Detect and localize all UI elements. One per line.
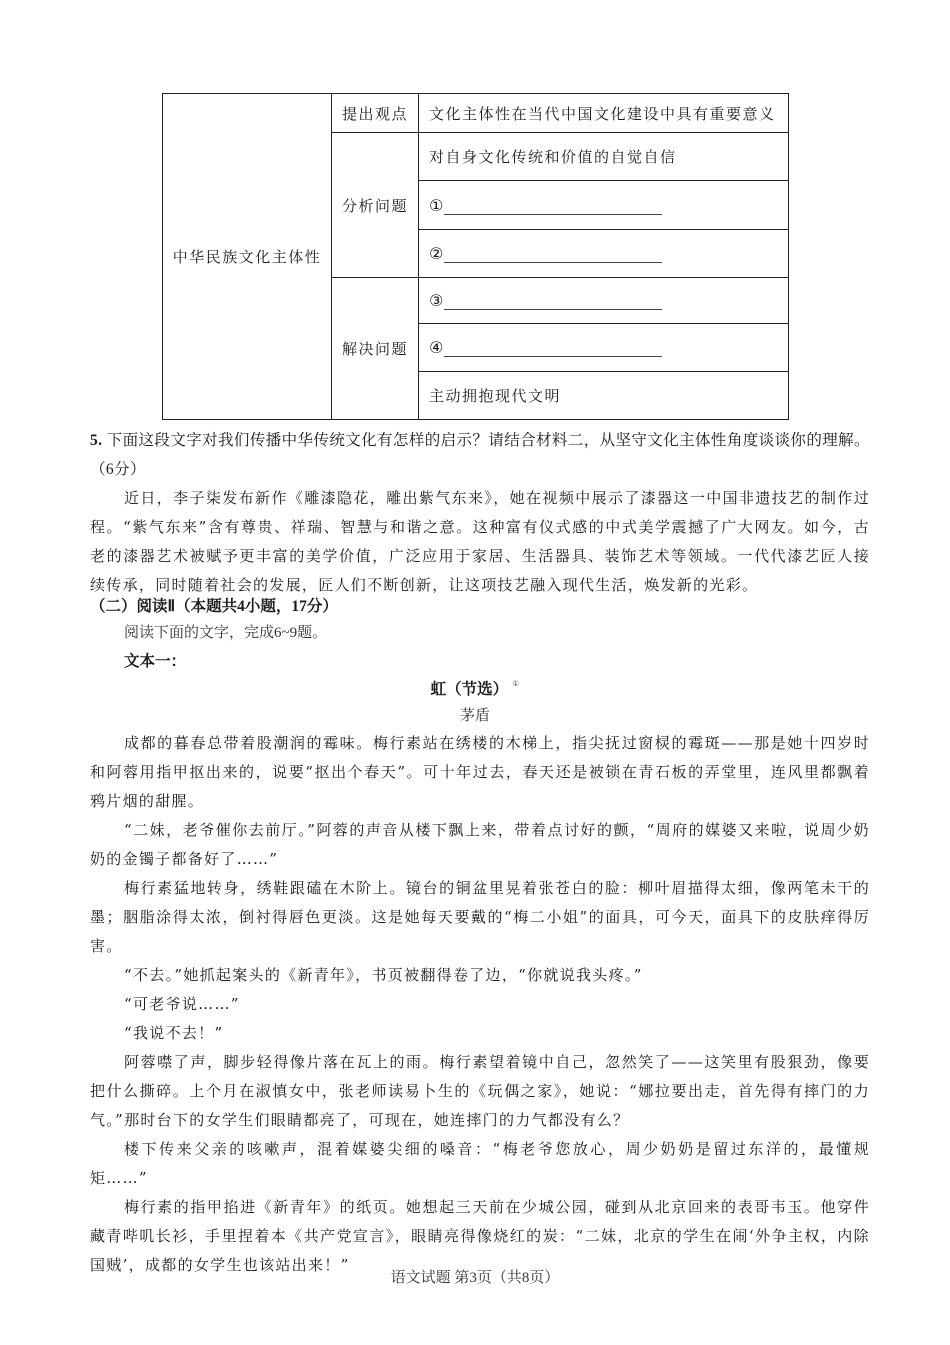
answer-blank-1[interactable] <box>419 181 789 230</box>
marker-2: ② <box>429 244 444 263</box>
story-paragraph: “二妹，老爷催你去前厅。”阿蓉的声音从楼下飘上来，带着点讨好的颤，“周府的媒婆又来啦，说周少奶奶的金镯子都备好了……” <box>90 821 870 868</box>
answer-blank-3[interactable] <box>419 278 789 324</box>
blank-line-1[interactable] <box>444 198 662 215</box>
page-footer: 语文试题 第3页（共8页） <box>390 1270 560 1286</box>
question-number: 5. <box>90 432 103 449</box>
section-analyze: 分析问题 <box>332 133 419 278</box>
question-5-prompt: 5. 下面这段文字对我们传播中华传统文化有怎样的启示？请结合材料二，从坚守文化主体性角度谈谈你的理解。（6分） <box>90 432 870 478</box>
section-propose: 提出观点 <box>332 94 419 133</box>
question-5-passage: 近日，李子柒发布新作《雕漆隐花，雕出紫气东来》，她在视频中展示了漆器这一中国非遗技艺的制作过程。“紫气东来”含有尊贵、祥瑞、智慧与和谐之意。这种富有仪式感的中式美学震撼了广大网友。如今，古老的漆器艺术被赋予更丰富的美学价值，广泛应用于家居、生活器具、装饰艺术等领域。一代代漆艺匠人接续传承，同时随着社会的发展，匠人们不断创新，让这项技艺融入现代生活，焕发新的光彩。 <box>90 489 870 594</box>
story-paragraph: “可老爷说……” <box>124 995 240 1013</box>
question-5 <box>90 426 870 484</box>
section-solve: 解决问题 <box>332 278 419 420</box>
story-paragraph: “我说不去！” <box>124 1024 224 1042</box>
story-author: 茅盾 <box>459 706 490 724</box>
marker-3: ③ <box>429 291 444 310</box>
story-paragraph: 梅行素的指甲掐进《新青年》的纸页。她想起三天前在少城公园，碰到从北京回来的表哥韦玉。他穿件藏青哔叽长衫，手里捏着本《共产党宣言》，眼睛亮得像烧红的炭：“二妹，北京的学生在闹‘外争主权，内除国贼’，成都的女学生也该站出来！” <box>90 1198 870 1274</box>
cell-analyze-given: 对自身文化传统和价值的自觉自信 <box>419 133 789 181</box>
blank-line-2[interactable] <box>444 246 662 263</box>
blank-line-4[interactable] <box>444 340 662 357</box>
story-paragraph: 阿蓉噤了声，脚步轻得像片落在瓦上的雨。梅行素望着镜中自己，忽然笑了——这笑里有股狠劲，像要把什么撕碎。上个月在淑慎女中，张老师读易卜生的《玩偶之家》，她说：“娜拉要出走，首先得有摔门的力气。”那时台下的女学生们眼睛都亮了，可现在，她连摔门的力气都没有么？ <box>90 1053 870 1129</box>
section-heading: （二）阅读Ⅱ（本题共4小题，17分） <box>90 598 338 615</box>
text-label: 文本一： <box>124 653 187 670</box>
blank-line-3[interactable] <box>444 293 662 310</box>
story-paragraph: 楼下传来父亲的咳嗽声，混着媒婆尖细的嗓音：“梅老爷您放心，周少奶奶是留过东洋的，最懂规矩……” <box>90 1140 870 1187</box>
story-body <box>90 729 870 1280</box>
section-instruction: 阅读下面的文字，完成6~9题。 <box>124 625 328 641</box>
story-paragraph: 成都的暮春总带着股潮润的霉味。梅行素站在绣楼的木梯上，指尖抚过窗棂的霉斑——那是她十四岁时和阿蓉用指甲抠出来的，说要“抠出个春天”。可十年过去，春天还是被锁在青石板的弄堂里，连风里都飘着鸦片烟的甜腥。 <box>90 734 870 810</box>
story-paragraph: “不去。”她抓起案头的《新青年》，书页被翻得卷了边，“你就说我头疼。” <box>124 966 643 984</box>
table-main-label: 中华民族文化主体性 <box>163 94 332 420</box>
answer-blank-4[interactable] <box>419 324 789 372</box>
marker-4: ④ <box>429 338 444 357</box>
footnote-marker: ① <box>512 679 520 688</box>
summary-table <box>162 93 789 420</box>
cell-propose: 文化主体性在当代中国文化建设中具有重要意义 <box>419 94 789 133</box>
cell-solve-given: 主动拥抱现代文明 <box>419 372 789 420</box>
answer-blank-2[interactable] <box>419 230 789 278</box>
story-title: 虹（节选） ① <box>430 679 520 698</box>
story-paragraph: 梅行素猛地转身，绣鞋跟磕在木阶上。镜台的铜盆里晃着张苍白的脸：柳叶眉描得太细，像两笔未干的墨；胭脂涂得太浓，倒衬得唇色更淡。这是她每天要戴的“梅二小姐”的面具，可今天，面具下的皮肤痒得厉害。 <box>90 879 870 955</box>
marker-1: ① <box>429 195 444 215</box>
